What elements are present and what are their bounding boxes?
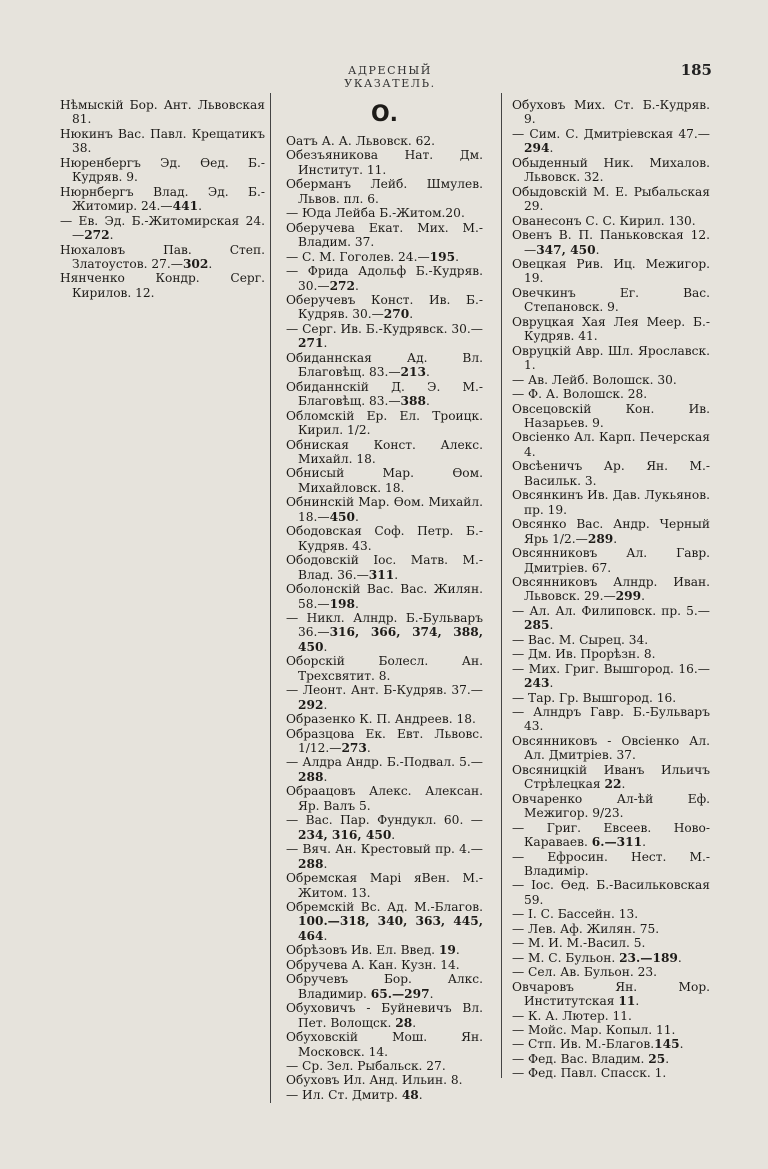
directory-entry: Оболонскій Вас. Вас. Жилян. 58.—198. [286,582,483,611]
directory-entry: Овечкинъ Ег. Вас. Степановск. 9. [512,285,710,315]
directory-entry: — Григ. Евсеев. Ново-Караваев. 6.—311. [512,820,710,850]
directory-entry: Обнисый Мар. Өом. Михайловск. 18. [286,466,483,495]
directory-entry: — Ефросин. Нест. М.-Владимір. [512,849,710,879]
directory-entry: Образенко К. П. Андреев. 18. [286,712,476,727]
directory-entry: — Ср. Зел. Рыбальск. 27. [286,1059,446,1073]
directory-entry: Овсецовскій Кон. Ив. Назарьев. 9. [512,401,710,430]
directory-entry: — Фрида Адольф Б.-Кудряв. 30.—272. [286,264,483,293]
running-header-title: АДРЕСНЫЙ УКАЗАТЕЛЬ. [344,64,436,90]
directory-entry: — Іос. Өед. Б.-Васильковская 59. [512,878,710,907]
directory-entry: Овсянко Вас. Андр. Черный Ярь 1/2.—289. [512,517,710,546]
directory-entry: Обраацовъ Алекс. Алексан. Яр. Валъ 5. [286,784,483,813]
directory-entry: — Серг. Ив. Б.-Кудрявск. 30.—271. [286,321,483,351]
directory-entry: Обремская Марі яВен. М.-Житом. 13. [286,871,483,900]
directory-entry: Оборскій Болесл. Ан. Трехсвятит. 8. [286,654,483,683]
directory-entry: — Вас. Пар. Фундукл. 60. —234, 316, 450. [286,813,483,842]
directory-entry: — Мих. Григ. Вышгород. 16.—243. [512,661,710,691]
directory-entry: Обломскій Ер. Ел. Троицк. Кирил. 1/2. [286,408,483,438]
directory-entry: Обезъяникова Нат. Дм. Институт. 11. [286,148,483,177]
directory-entry: — Ил. Ст. Дмитр. 48. [286,1087,423,1102]
directory-entry: — Ф. А. Волошск. 28. [512,387,648,402]
directory-entry: Овсяницкій Иванъ Ильичъ Стрѣлецкая 22. [512,762,710,792]
directory-entry: — Лев. Аф. Жилян. 75. [512,921,660,936]
directory-entry: — І. С. Бассейн. 13. [512,907,639,922]
directory-entry: Овсянкинъ Ив. Дав. Лукьянов. пр. 19. [512,488,710,517]
directory-entry: Обнинскій Мар. Өом. Михайл. 18.—450. [286,495,483,524]
directory-entry: — К. А. Лютер. 11. [512,1008,632,1023]
directory-entry: Обиданнскій Д. Э. М.-Благовѣщ. 83.—388. [286,379,483,409]
directory-entry: — Ав. Лейб. Волошск. 30. [512,372,677,387]
directory-entry: Оберучевъ Конст. Ив. Б.-Кудряв. 30.—270. [286,292,483,322]
directory-entry: — Сим. С. Дмитріевская 47.—294. [512,126,710,156]
column-1 [60,98,265,300]
directory-entry: Ободовская Соф. Петр. Б.-Кудряв. 43. [286,524,483,553]
directory-entry: — М. С. Бульон. 23.—189. [512,950,682,965]
directory-entry: Обуховъ Мих. Ст. Б.-Кудряв. 9. [512,98,710,127]
directory-entry: Обуховскій Мош. Ян. Московск. 14. [286,1030,483,1059]
directory-entry: — Тар. Гр. Вышгород. 16. [512,690,677,705]
directory-entry: Обремскій Вс. Ад. М.-Благов. 100.—318, 340, 363, 445, 464. [286,900,483,943]
directory-entry: Овсянниковъ - Овсіенко Ал. Ал. Дмитріев. 37. [512,733,710,763]
directory-entry: Обниская Конст. Алекс. Михайл. 18. [286,437,483,466]
directory-entry: — М. И. М.-Васил. 5. [512,936,646,951]
directory-entry: — Мойс. Мар. Копыл. 11. [512,1023,676,1037]
directory-entry: Овчаровъ Ян. Мор. Институтская 11. [512,979,710,1009]
directory-entry: Нюкинъ Вас. Павл. Крещатикъ 38. [60,126,265,156]
directory-entry: Нянченко Кондр. Серг. Кирилов. 12. [60,271,265,300]
directory-entry: — Дм. Ив. Прорѣзн. 8. [512,647,656,662]
directory-entry: Обрѣзовъ Ив. Ел. Введ. 19. [286,943,460,958]
directory-entry: Образцова Ек. Евт. Львовс. 1/12.—273. [286,726,483,756]
directory-entry: Овруцкій Авр. Шл. Ярославск. 1. [512,343,710,373]
directory-entry: — Фед. Вас. Владим. 25. [512,1051,670,1066]
directory-entry: Нюренбергъ Эд. Өед. Б.-Кудряв. 9. [60,155,265,185]
directory-entry: Овчаренко Ал-ѣй Еф. Межигор. 9/23. [512,791,710,821]
directory-entry: — Фед. Павл. Спасск. 1. [512,1066,667,1081]
column-divider-left [270,93,271,1103]
directory-entry: Обиданнская Ад. Вл. Благовѣщ. 83.—213. [286,350,483,380]
page-number: 185 [680,61,712,79]
directory-entry: Обручева А. Кан. Кузн. 14. [286,957,460,972]
directory-entry: Оатъ А. А. Львовск. 62. [286,134,436,148]
directory-entry: Овсянниковъ Алндр. Иван. Львовск. 29.—299. [512,574,710,604]
directory-entry: — Сел. Ав. Бульон. 23. [512,965,658,980]
directory-entry: Нѣмыскій Бор. Ант. Львовская 81. [60,98,265,127]
directory-entry: — Вяч. Ан. Крестовый пр. 4.—288. [286,842,483,871]
directory-entry: — Юда Лейба Б.-Житом.20. [286,206,465,221]
directory-entry: Ободовскій Іос. Матв. М.-Влад. 36.—311. [286,553,483,582]
column-3 [512,98,710,1081]
directory-entry: Обыдовскій М. Е. Рыбальская 29. [512,184,710,214]
directory-entry: Нюрнбергъ Влад. Эд. Б.-Житомир. 24.—441. [60,184,265,214]
directory-entry: — Алндръ Гавр. Б.-Бульваръ 43. [512,705,710,734]
directory-entry: Обыденный Ник. Михалов. Львовск. 32. [512,155,710,185]
directory-entry: Овруцкая Хая Лея Меер. Б.-Кудряв. 41. [512,314,710,344]
directory-entry: Овсіенко Ал. Карп. Печерская 4. [512,430,710,459]
directory-entry: — Ев. Эд. Б.-Житомирская 24.—272. [60,213,265,243]
directory-entry: Ованесонъ С. С. Кирил. 130. [512,213,696,228]
directory-entry: — Леонт. Ант. Б-Кудряв. 37.—292. [286,683,483,712]
directory-entry: — Никл. Алндр. Б.-Бульваръ 36.—316, 366, 374, 388, 450. [286,610,483,654]
directory-entry: — Алдра Андр. Б.-Подвал. 5.—288. [286,755,483,784]
section-letter: О. [370,102,399,127]
directory-entry: Нюхаловъ Пав. Степ. Златоустов. 27.—302. [60,242,265,271]
column-divider-right [501,93,502,1078]
directory-entry: — Ал. Ал. Филиповск. пр. 5.—285. [512,603,710,633]
directory-entry: — Вас. М. Сырец. 34. [512,632,649,647]
directory-entry: Обуховичъ - Буйневичъ Вл. Пет. Волощск. 28. [286,1001,483,1030]
directory-entry: Овсянниковъ Ал. Гавр. Дмитріев. 67. [512,546,710,575]
directory-entry: Овецкая Рив. Иц. Межигор. 19. [512,256,710,286]
directory-entry: Овсѣеничъ Ар. Ян. М.-Васильк. 3. [512,459,710,488]
directory-entry: — С. М. Гоголев. 24.—195. [286,249,459,264]
directory-entry: Оберманъ Лейб. Шмулев. Львов. пл. 6. [286,177,483,206]
directory-entry: — Стп. Ив. М.-Благов.145. [512,1037,684,1052]
directory-entry: Обручевъ Бор. Алкс. Владимир. 65.—297. [286,972,483,1001]
column-2 [286,98,483,1102]
directory-entry: Овенъ В. П. Паньковская 12.—347, 450. [512,228,710,257]
directory-entry: Оберучева Екат. Мих. М.-Владим. 37. [286,220,483,250]
directory-entry: Обуховъ Ил. Анд. Ильин. 8. [286,1073,463,1088]
